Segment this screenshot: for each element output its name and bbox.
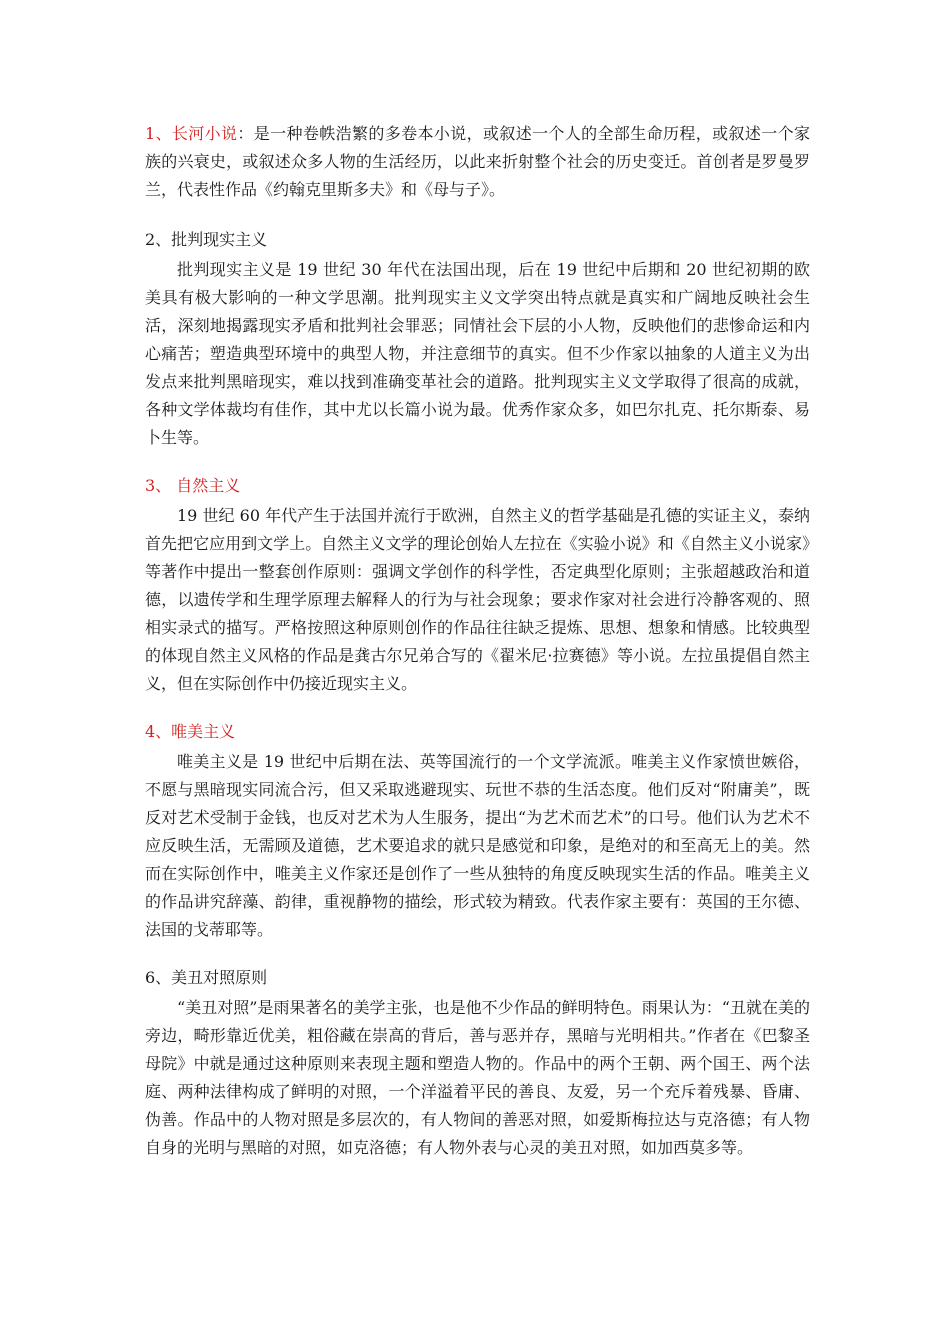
- definition-long-river-novel: ：是一种卷帙浩繁的多卷本小说，或叙述一个人的全部生命历程，或叙述一个家族的兴衰史，或叙述众多人物的生活经历，以此来折射整个社会的历史变迁。首创者是罗曼罗兰，代表性作品《约翰克里斯多夫》和《母与子》。: [145, 124, 810, 199]
- document-page: [145, 120, 810, 1162]
- section-beauty-ugliness-contrast: [145, 962, 810, 1162]
- heading-beauty-ugliness-contrast: 6、美丑对照原则: [145, 968, 268, 987]
- paragraph-critical-realism: 批判现实主义是 19 世纪 30 年代在法国出现，后在 19 世纪中后期和 20 世纪初期的欧美具有极大影响的一种文学思潮。批判现实主义文学突出特点就是真实和广阔地反映社会生活，深刻地揭露现实矛盾和批判社会罪恶；同情社会下层的小人物，反映他们的悲惨命运和内心痛苦；塑造典型环境中的典型人物，并注意细节的真实。但不少作家以抽象的人道主义为出发点来批判黑暗现实，难以找到准确变革社会的道路。批判现实主义文学取得了很高的成就，各种文学体裁均有佳作，其中尤以长篇小说为最。优秀作家众多，如巴尔扎克、托尔斯泰、易卜生等。: [145, 260, 810, 447]
- heading-aestheticism: 4、唯美主义: [145, 722, 236, 741]
- paragraph-long-river-novel: [145, 120, 810, 204]
- paragraph-beauty-ugliness-contrast: “美丑对照”是雨果著名的美学主张，也是他不少作品的鲜明特色。雨果认为：“丑就在美的旁边，畸形靠近优美，粗俗藏在崇高的背后，善与恶并存，黑暗与光明相共。”作者在《巴黎圣母院》中就是通过这种原则来表现主题和塑造人物的。作品中的两个王朝、两个国王、两个法庭、两种法律构成了鲜明的对照，一个洋溢着平民的善良、友爱，另一个充斥着残暴、昏庸、伪善。作品中的人物对照是多层次的，有人物间的善恶对照，如爱斯梅拉达与克洛德；有人物自身的光明与黑暗的对照，如克洛德；有人物外表与心灵的美丑对照，如加西莫多等。: [145, 998, 810, 1157]
- section-critical-realism: [145, 224, 810, 452]
- heading-critical-realism: 2、批判现实主义: [145, 230, 268, 249]
- heading-naturalism: 3、 自然主义: [145, 476, 241, 495]
- section-naturalism: [145, 470, 810, 698]
- paragraph-naturalism: 19 世纪 60 年代产生于法国并流行于欧洲，自然主义的哲学基础是孔德的实证主义，泰纳首先把它应用到文学上。自然主义文学的理论创始人左拉在《实验小说》和《自然主义小说家》等著作中提出一整套创作原则：强调文学创作的科学性，否定典型化原则；主张超越政治和道德，以遗传学和生理学原理去解释人的行为与社会现象；要求作家对社会进行冷静客观的、照相实录式的描写。严格按照这种原则创作的作品往往缺乏提炼、思想、想象和情感。比较典型的体现自然主义风格的作品是龚古尔兄弟合写的《翟米尼·拉赛德》等小说。左拉虽提倡自然主义，但在实际创作中仍接近现实主义。: [145, 506, 810, 693]
- paragraph-aestheticism: 唯美主义是 19 世纪中后期在法、英等国流行的一个文学流派。唯美主义作家愤世嫉俗，不愿与黑暗现实同流合污，但又采取逃避现实、玩世不恭的生活态度。他们反对“附庸美”，既反对艺术受制于金钱，也反对艺术为人生服务，提出“为艺术而艺术”的口号。他们认为艺术不应反映生活，无需顾及道德，艺术要追求的就只是感觉和印象，是绝对的和至高无上的美。然而在实际创作中，唯美主义作家还是创作了一些从独特的角度反映现实生活的作品。唯美主义的作品讲究辞藻、韵律，重视静物的描绘，形式较为精致。代表作家主要有：英国的王尔德、法国的戈蒂耶等。: [145, 752, 810, 939]
- term-long-river-novel: 1、长河小说: [145, 124, 238, 143]
- section-long-river-novel: [145, 120, 810, 204]
- section-aestheticism: [145, 716, 810, 944]
